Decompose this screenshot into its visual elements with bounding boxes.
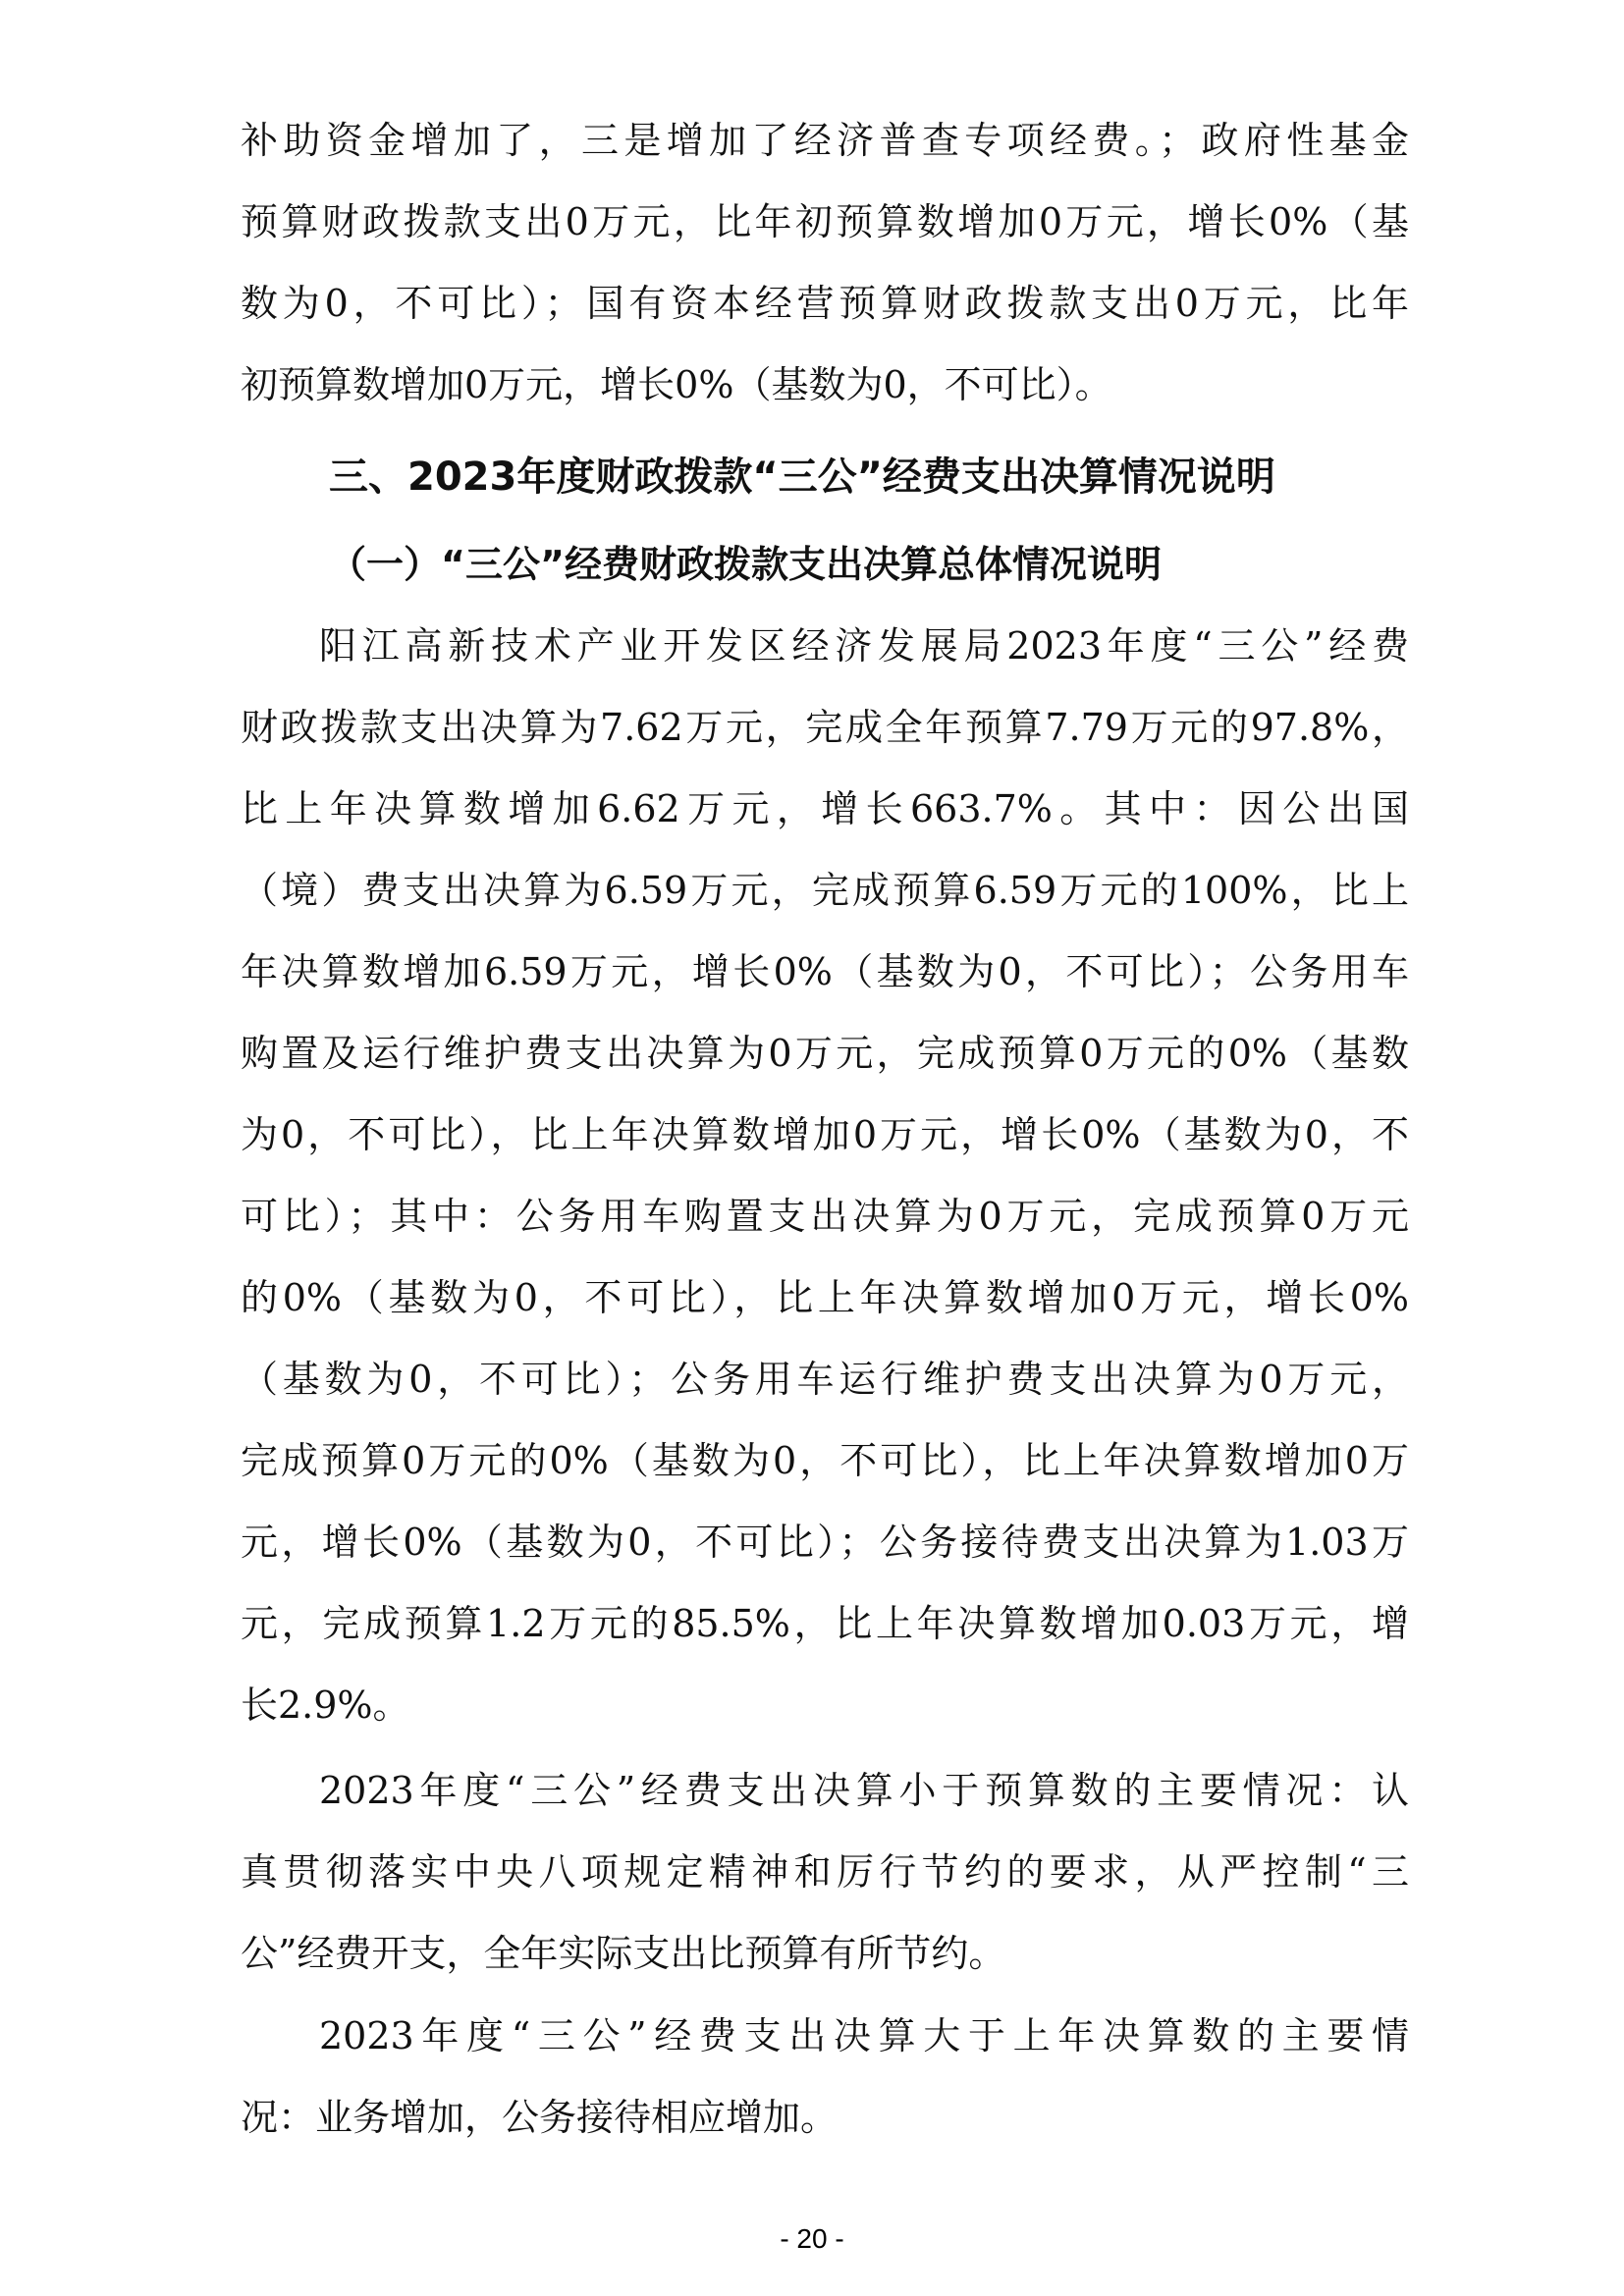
paragraph2-line-2: 真贯彻落实中央八项规定精神和厉行节约的要求，从严控制“三 xyxy=(241,1850,1409,1894)
paragraph1-line-12: 元，增长0%（基数为0，不可比）；公务接待费支出决算为1.03万 xyxy=(241,1521,1409,1564)
paragraph1-line-1: 阳江高新技术产业开发区经济发展局2023年度“三公”经费 xyxy=(319,624,1409,667)
paragraph1-line-14: 长2.9%。 xyxy=(241,1683,410,1727)
paragraph1-line-3: 比上年决算数增加6.62万元，增长663.7%。其中：因公出国 xyxy=(241,787,1409,830)
intro-line-2: 预算财政拨款支出0万元，比年初预算数增加0万元，增长0%（基 xyxy=(241,200,1409,243)
paragraph3-line-1: 2023年度“三公”经费支出决算大于上年决算数的主要情 xyxy=(319,2014,1409,2057)
paragraph1-line-10: （基数为0，不可比）；公务用车运行维护费支出决算为0万元， xyxy=(241,1358,1409,1401)
paragraph1-line-5: 年决算数增加6.59万元，增长0%（基数为0，不可比）；公务用车 xyxy=(241,950,1409,993)
paragraph3-line-2: 况：业务增加，公务接待相应增加。 xyxy=(241,2096,839,2139)
paragraph1-line-2: 财政拨款支出决算为7.62万元，完成全年预算7.79万元的97.8%， xyxy=(241,706,1409,749)
intro-line-3: 数为0，不可比）；国有资本经营预算财政拨款支出0万元，比年 xyxy=(241,282,1409,325)
paragraph1-line-11: 完成预算0万元的0%（基数为0，不可比），比上年决算数增加0万 xyxy=(241,1439,1409,1482)
paragraph1-line-9: 的0%（基数为0，不可比），比上年决算数增加0万元，增长0% xyxy=(241,1276,1409,1319)
page-number: - 20 - xyxy=(780,2223,844,2254)
subsection-heading: （一）“三公”经费财政拨款支出决算总体情况说明 xyxy=(329,543,1162,586)
paragraph1-line-13: 元，完成预算1.2万元的85.5%，比上年决算数增加0.03万元，增 xyxy=(241,1602,1409,1645)
paragraph2-line-1: 2023年度“三公”经费支出决算小于预算数的主要情况：认 xyxy=(319,1769,1409,1812)
paragraph2-line-3: 公”经费开支，全年实际支出比预算有所节约。 xyxy=(241,1932,1006,1975)
paragraph1-line-8: 可比）；其中：公务用车购置支出决算为0万元，完成预算0万元 xyxy=(241,1195,1409,1238)
paragraph1-line-6: 购置及运行维护费支出决算为0万元，完成预算0万元的0%（基数 xyxy=(241,1032,1409,1075)
paragraph1-line-4: （境）费支出决算为6.59万元，完成预算6.59万元的100%，比上 xyxy=(241,869,1409,912)
section-heading: 三、2023年度财政拨款“三公”经费支出决算情况说明 xyxy=(329,454,1275,500)
intro-line-1: 补助资金增加了，三是增加了经济普查专项经费。；政府性基金 xyxy=(241,119,1409,162)
paragraph1-line-7: 为0，不可比），比上年决算数增加0万元，增长0%（基数为0，不 xyxy=(241,1113,1409,1156)
intro-line-4: 初预算数增加0万元，增长0%（基数为0，不可比）。 xyxy=(241,363,1112,406)
